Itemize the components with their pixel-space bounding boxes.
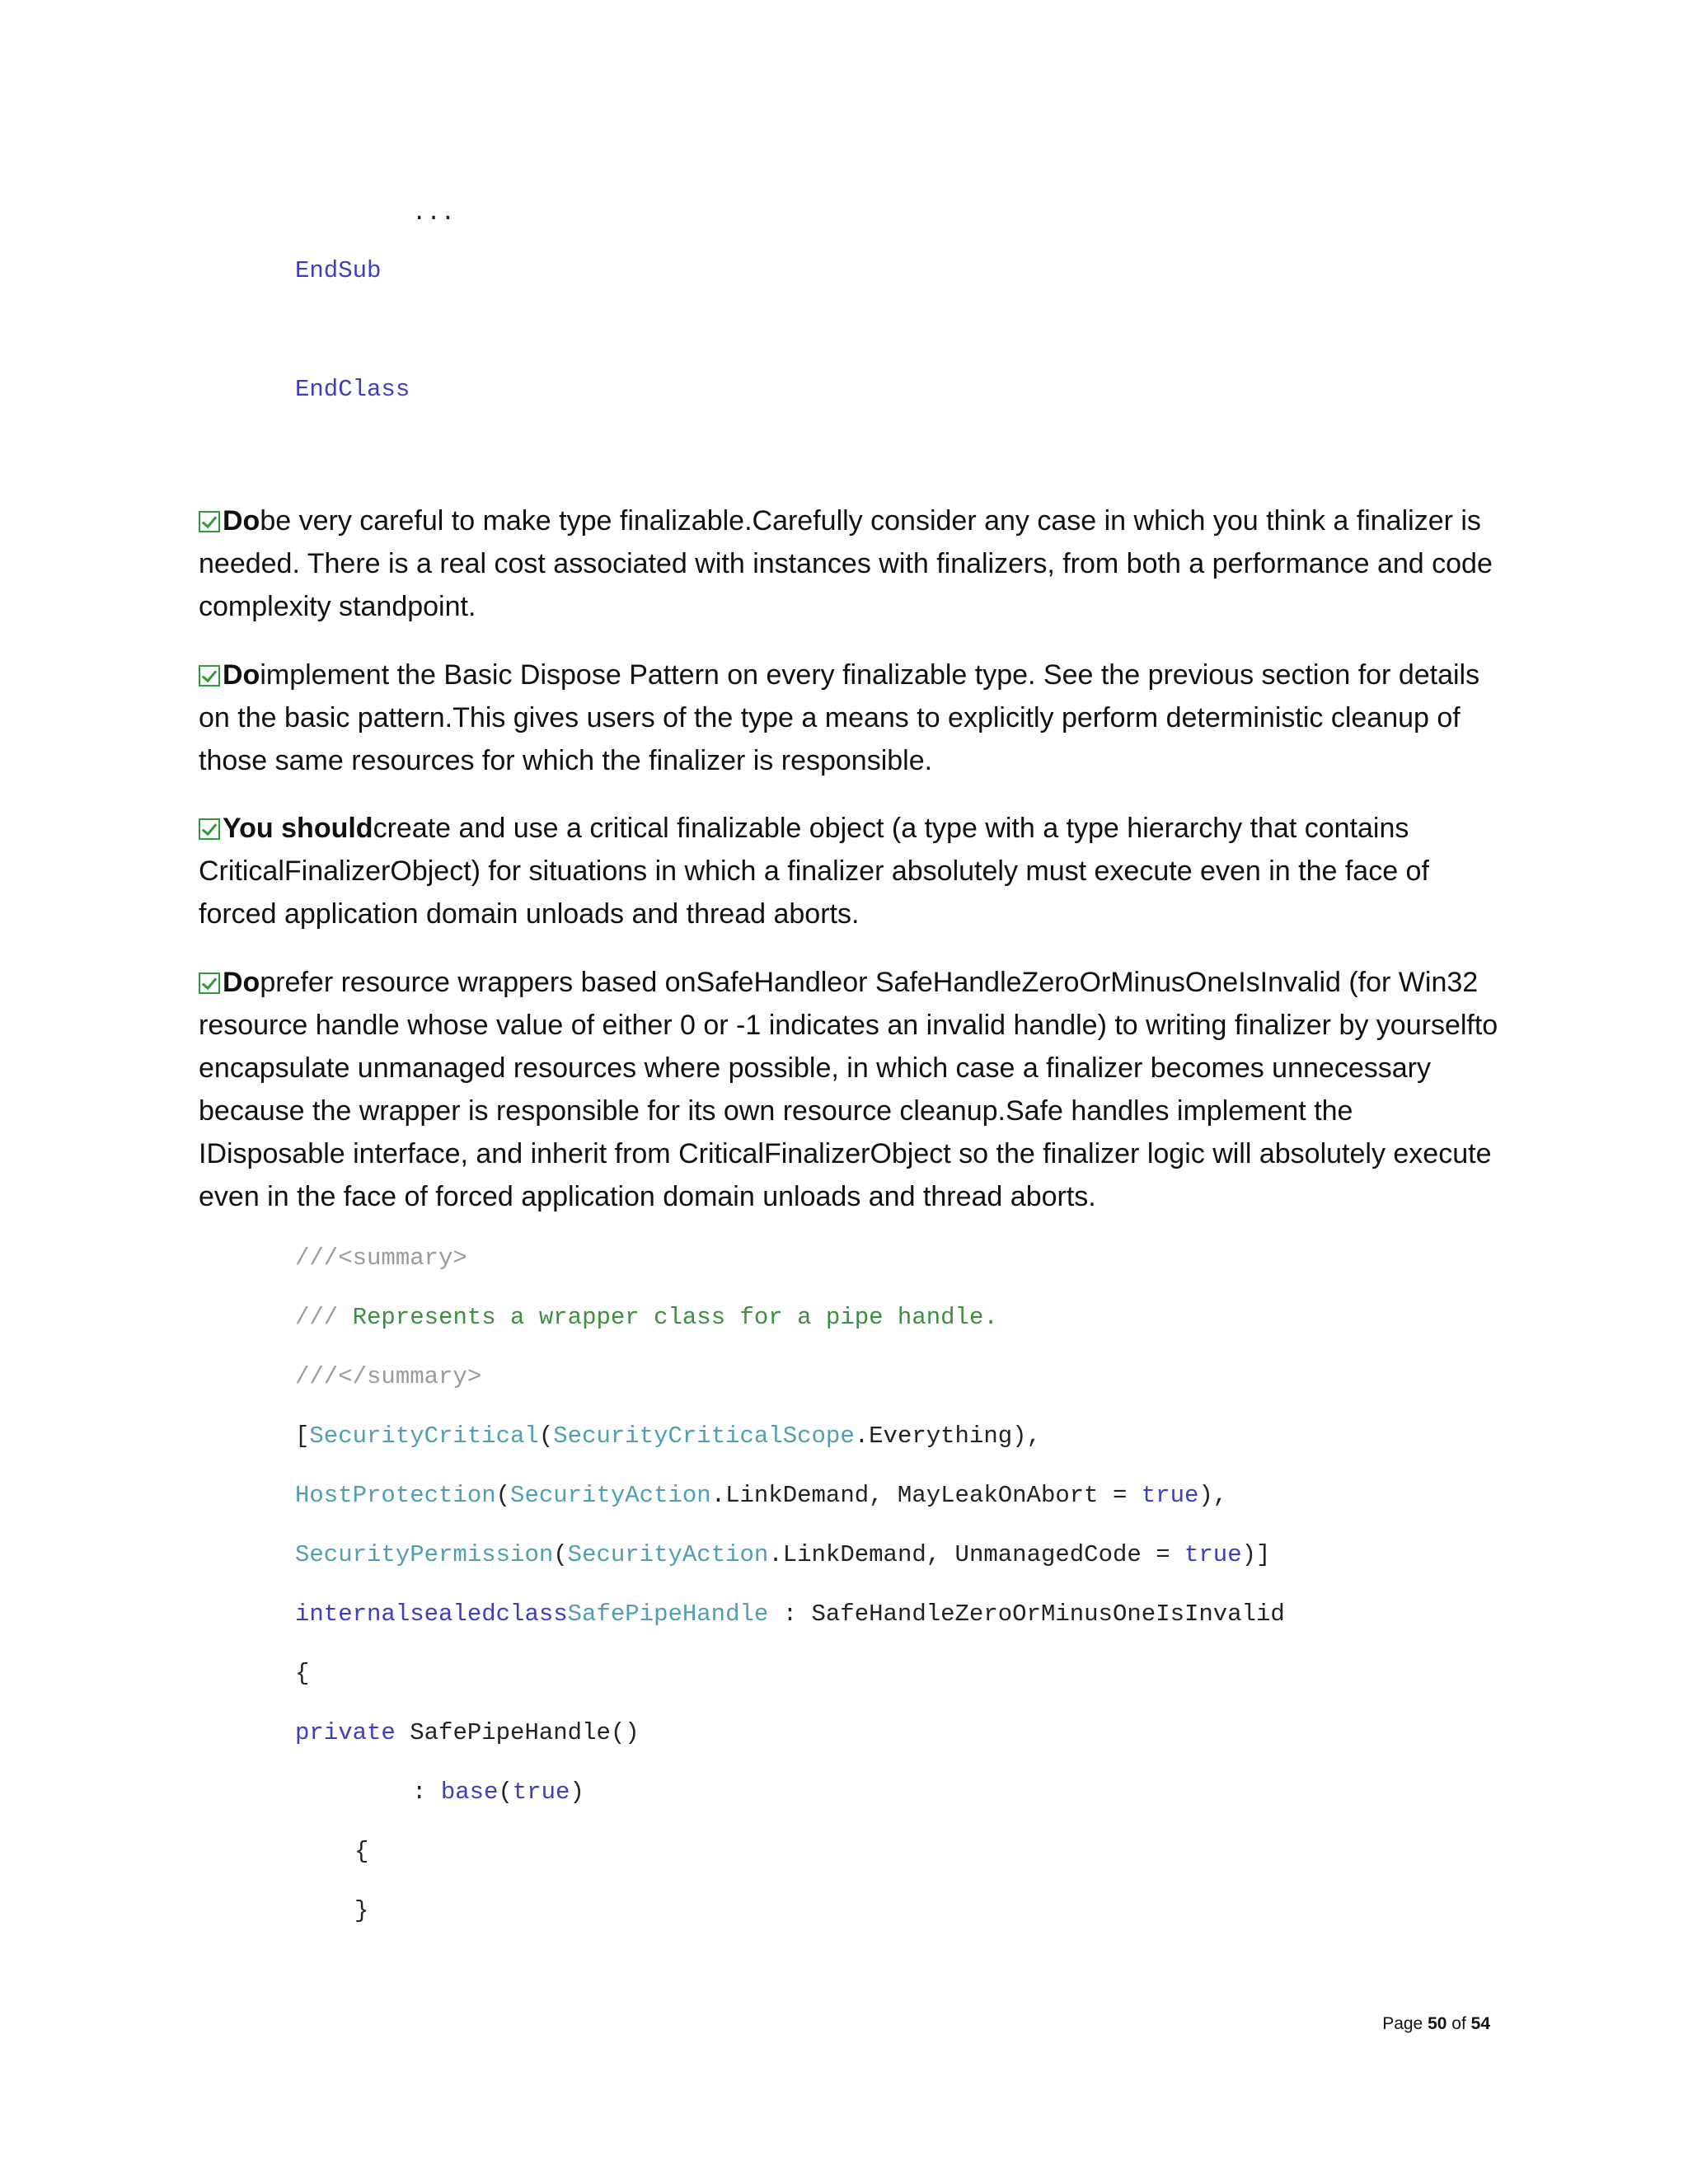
- guideline-4: [199, 961, 1501, 1218]
- guideline-1: [199, 499, 1501, 628]
- page-number-footer: Page 50 of 54: [1382, 2014, 1490, 2033]
- guideline-text: create and use a critical finalizable object (a type with a type hierarchy that contains CriticalFinalizerObject) for situations in which a finalizer absolutely must execute even in the face of forced application domain unloads and thread aborts.: [199, 813, 1429, 930]
- guideline-2: [199, 654, 1501, 782]
- code-inner-brace-close: }: [354, 1897, 369, 1924]
- guideline-3: [199, 807, 1501, 935]
- code-ellipsis: ...: [412, 199, 456, 227]
- guideline-marker: Do: [223, 659, 260, 691]
- guideline-marker: Do: [223, 505, 260, 537]
- checkbox-icon: [199, 972, 220, 994]
- guideline-marker: You should: [223, 813, 373, 844]
- code-summary-close: ///</summary>: [295, 1363, 482, 1390]
- guideline-marker: Do: [223, 967, 260, 998]
- code-class-declaration: internalsealedclassSafePipeHandle : SafeHandleZeroOrMinusOneIsInvalid: [295, 1601, 1285, 1628]
- code-attr-host-protection: HostProtection(SecurityAction.LinkDemand, MayLeakOnAbort = true),: [295, 1482, 1228, 1509]
- code-attr-security-critical: [SecurityCritical(SecurityCriticalScope.Everything),: [295, 1422, 1041, 1450]
- checkbox-icon: [199, 818, 220, 840]
- checkbox-icon: [199, 511, 220, 532]
- code-summary-open: ///<summary>: [295, 1244, 467, 1272]
- code-end-class: EndClass: [295, 376, 410, 403]
- code-constructor: private SafePipeHandle(): [295, 1719, 640, 1746]
- code-summary-text: /// Represents a wrapper class for a pipe handle.: [295, 1304, 998, 1331]
- guideline-text: prefer resource wrappers based onSafeHandleor SafeHandleZeroOrMinusOneIsInvalid (for Win32 resource handle whose value of either 0 or -1 indicates an invalid handle) to writing finalizer by yourselfto encapsulate unmanaged resources where possible, in which case a finalizer becomes unnecessary because the wrapper is responsible for its own resource cleanup.Safe handles implement the IDisposable interface, and inherit from CriticalFinalizerObject so the finalizer logic will absolutely execute even in the face of forced application domain unloads and thread aborts.: [199, 967, 1498, 1212]
- guideline-text: be very careful to make type finalizable.Carefully consider any case in which you think a finalizer is needed. There is a real cost associated with instances with finalizers, from both a performance and code complexity standpoint.: [199, 505, 1493, 622]
- code-base-call: : base(true): [412, 1779, 584, 1806]
- checkbox-icon: [199, 665, 220, 687]
- code-inner-brace-open: {: [354, 1838, 369, 1865]
- code-brace-open: {: [295, 1660, 310, 1687]
- code-end-sub: EndSub: [295, 257, 382, 284]
- guideline-text: implement the Basic Dispose Pattern on every finalizable type. See the previous section for details on the basic pattern.This gives users of the type a means to explicitly perform deterministic cleanup of those same resources for which the finalizer is responsible.: [199, 659, 1480, 776]
- code-attr-security-permission: SecurityPermission(SecurityAction.LinkDemand, UnmanagedCode = true)]: [295, 1541, 1271, 1568]
